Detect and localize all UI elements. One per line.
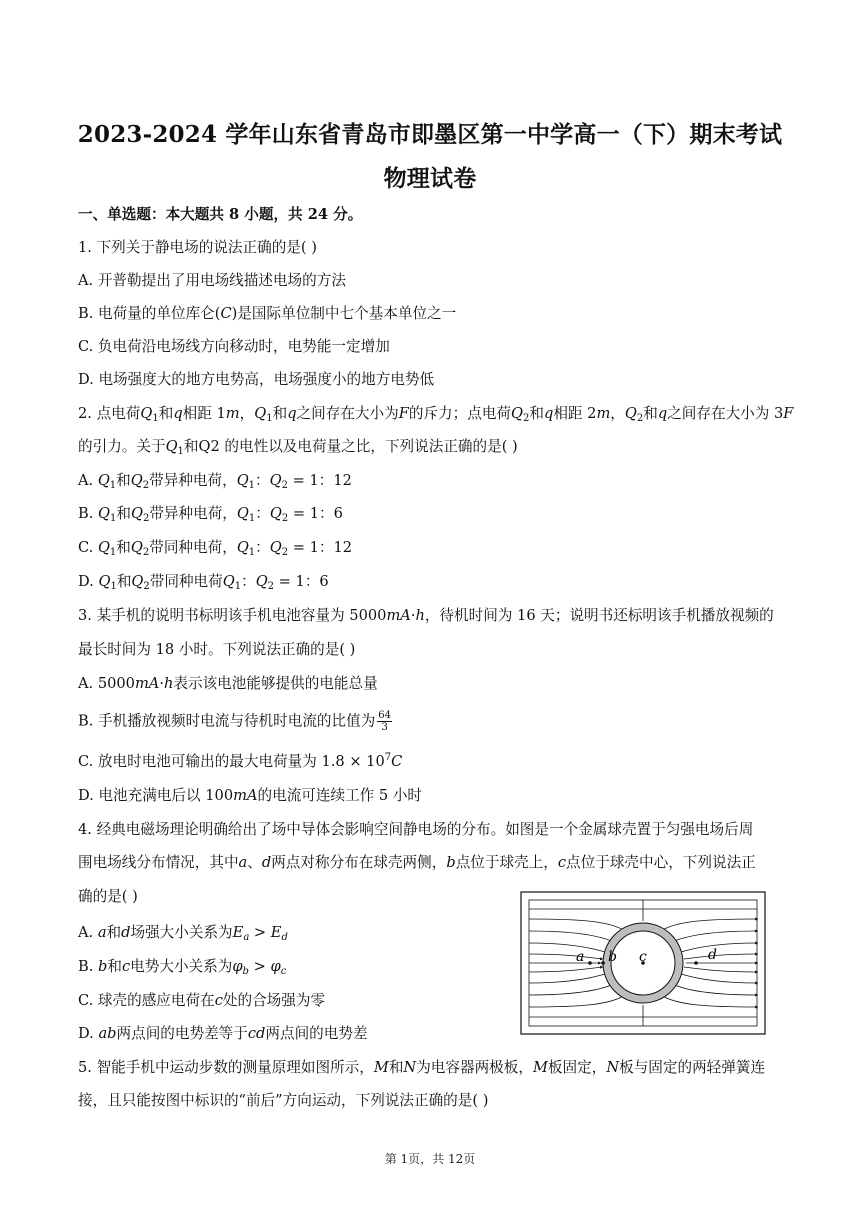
q4-stem-line3: 确的是( ) (78, 888, 138, 905)
q5-stem-line2: 接，且只能按图中标识的“前后”方向运动，下列说法正确的是( ) (78, 1092, 489, 1109)
q4-stem-line2: 围电场线分布情况，其中a、d两点对称分布在球壳两侧，b点位于球壳上，c点位于球壳中心，下列说法正 (78, 854, 756, 871)
q3-option-d: D. 电池充满电后以 100mA的电流可连续工作 5 小时 (78, 787, 423, 804)
q4-stem-line1: 4. 经典电磁场理论明确给出了场中导体会影响空间静电场的分布。如图是一个金属球壳置于匀强电场后周 (78, 821, 754, 838)
exam-subject: 物理试卷 (383, 165, 477, 192)
point-a (588, 961, 592, 965)
q3-option-b: B. 手机播放视频时电流与待机时电流的比值为 $\frac{64}{3}$ (78, 710, 392, 733)
q3-stem-line1: 3. 某手机的说明书标明该手机电池容量为 5000mA·h，待机时间为 16 天；说明书还标明该手机播放视频的 (78, 607, 774, 624)
q5-stem-line1: 5. 智能手机中运动步数的测量原理如图所示，M和N为电容器两极板，M板固定，N板与固定的两轻弹簧连 (78, 1059, 766, 1076)
q1-option-a: A. 开普勒提出了用电场线描述电场的方法 (78, 272, 346, 289)
q2-option-b: B. $Q_1$和$Q_2$带异种电荷，$Q_1$：$Q_2 = 1$：6 (78, 505, 343, 524)
section-heading: 一、单选题：本大题共 8 小题，共 24 分。 (78, 206, 363, 223)
label-a: a (576, 949, 585, 965)
q2-option-d: D. $Q_1$和$Q_2$带同种电荷$Q_1$：$Q_2 = 1$：6 (78, 573, 329, 592)
label-c: c (639, 949, 647, 965)
q3-option-c: C. 放电时电池可输出的最大电荷量为 $1.8 \times 10^7C$ (78, 752, 403, 770)
ratio-fraction: $\frac{64}{3}$ (378, 710, 392, 733)
q1-option-d: D. 电场强度大的地方电势高，电场强度小的地方电势低 (78, 371, 435, 388)
q1-option-c: C. 负电荷沿电场线方向移动时，电势能一定增加 (78, 338, 390, 355)
q1-option-b: B. 电荷量的单位库仑(C)是国际单位制中七个基本单位之一 (78, 305, 457, 322)
q2-option-c: C. $Q_1$和$Q_2$带同种电荷，$Q_1$：$Q_2 = 1$：12 (78, 539, 353, 558)
page-number: 第 1页，共 12页 (384, 1152, 476, 1166)
q4-option-c: C. 球壳的感应电荷在c处的合场强为零 (78, 992, 326, 1009)
q4-option-d: D. ab两点间的电势差等于cd两点间的电势差 (78, 1025, 368, 1042)
q4-option-b: B. b和c电势大小关系为$\varphi_b > \varphi_c$ (78, 958, 287, 977)
q2-option-a: A. $Q_1$和$Q_2$带异种电荷，$Q_1$：$Q_2 = 1$：12 (78, 472, 352, 491)
field-lines-figure (520, 891, 766, 1035)
point-b (601, 961, 605, 965)
point-d (694, 961, 698, 965)
q3-option-a: A. 5000mA·h表示该电池能够提供的电能总量 (78, 675, 378, 692)
q1-stem: 1. 下列关于静电场的说法正确的是( ) (78, 239, 317, 256)
q3-stem-line2: 最长时间为 18 小时。下列说法正确的是( ) (78, 641, 356, 658)
q2-stem-line2: 的引力。关于$Q_1$和Q2 的电性以及电荷量之比，下列说法正确的是( ) (78, 438, 518, 457)
q4-option-a: A. a和d场强大小关系为$E_a > E_d$ (78, 924, 288, 943)
exam-title: 2023-2024 学年山东省青岛市即墨区第一中学高一（下）期末考试 (77, 121, 783, 148)
label-d: d (708, 947, 717, 963)
label-b: b (608, 949, 617, 965)
q2-stem-line1: 2. 点电荷$Q_1$和q相距 1m，$Q_1$和q之间存在大小为F的斥力；点电荷$Q_2$和q相距 2m，$Q_2$和q之间存在大小为 3F (78, 405, 794, 424)
